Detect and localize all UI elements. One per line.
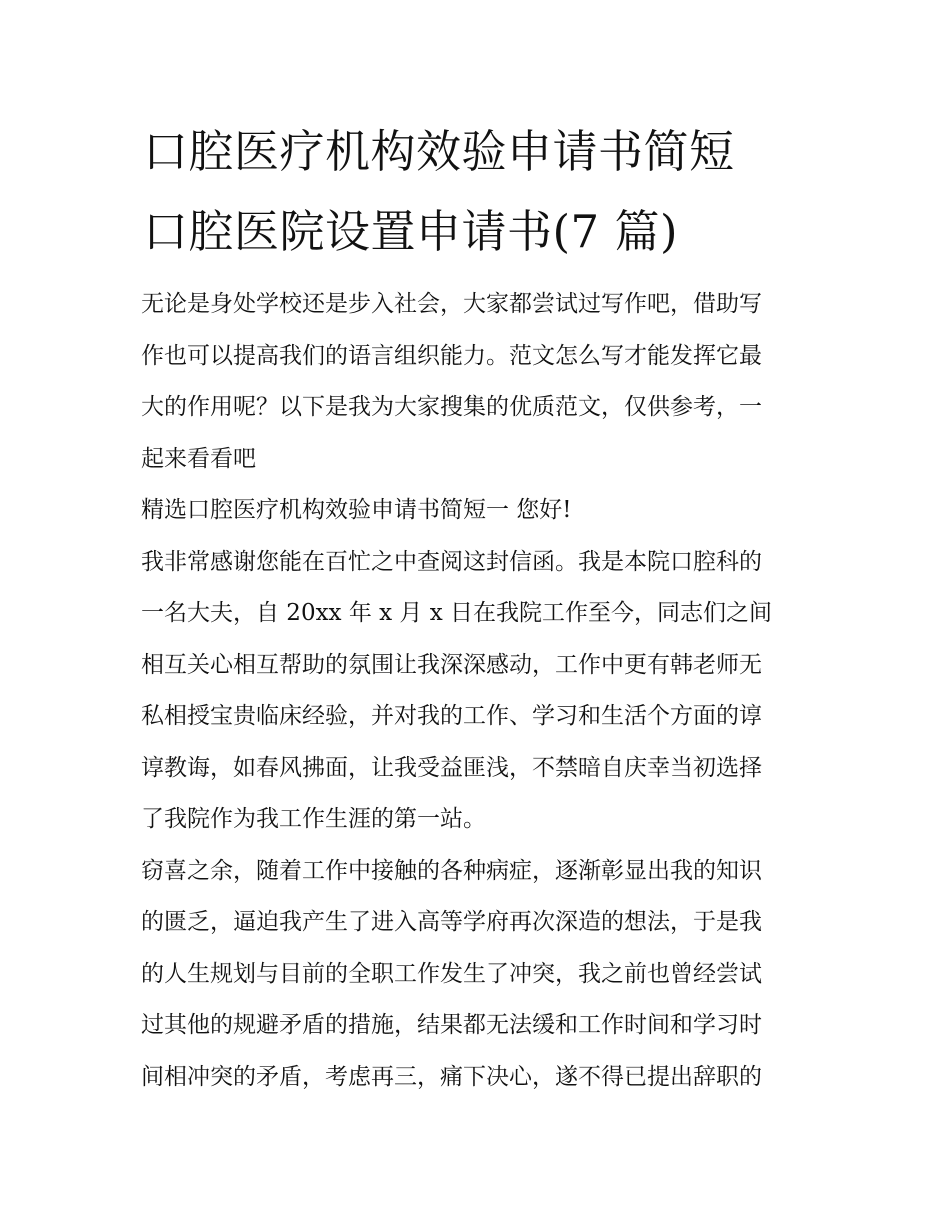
paragraph-intro xyxy=(141,279,821,485)
document-title xyxy=(143,112,823,272)
paragraph-letter-body-2 xyxy=(141,846,821,1104)
paragraph-letter-body-1 xyxy=(141,537,821,846)
text-line: 我非常感谢您能在百忙之中查阅这封信函。我是本院口腔科的 xyxy=(141,548,762,575)
text-line: 作也可以提高我们的语言组织能力。范文怎么写才能发挥它最 xyxy=(141,342,762,369)
text-line: 大的作用呢？以下是我为大家搜集的优质范文，仅供参考，一 xyxy=(141,394,762,420)
text-line: 了我院作为我工作生涯的第一站。 xyxy=(141,806,486,832)
document-body xyxy=(141,279,821,1103)
text-line: 谆教诲，如春风拂面，让我受益匪浅，不禁暗自庆幸当初选择 xyxy=(141,754,762,781)
text-line: 的人生规划与目前的全职工作发生了冲突，我之前也曾经尝试 xyxy=(141,960,762,987)
text-line: 起来看看吧 xyxy=(141,445,256,472)
text-line: 间相冲突的矛盾，考虑再三，痛下决心，遂不得已提出辞职的 xyxy=(141,1063,762,1090)
text-line: 私相授宝贵临床经验，并对我的工作、学习和生活个方面的谆 xyxy=(141,703,762,729)
text-line: 的匮乏，逼迫我产生了进入高等学府再次深造的想法，于是我 xyxy=(141,909,762,935)
text-line: 相互关心相互帮助的氛围让我深深感动，工作中更有韩老师无 xyxy=(141,651,762,678)
text-line: 过其他的规避矛盾的措施，结果都无法缓和工作时间和学习时 xyxy=(141,1012,762,1038)
title-line-2: 口腔医院设置申请书(7 篇) xyxy=(143,205,679,258)
paragraph-section-heading xyxy=(141,485,821,537)
text-line: 精选口腔医疗机构效验申请书简短一 您好! xyxy=(141,497,572,523)
title-line-1: 口腔医疗机构效验申请书简短 xyxy=(143,125,735,178)
text-line: 窃喜之余，随着工作中接触的各种病症，逐渐彰显出我的知识 xyxy=(141,857,762,884)
text-line: 无论是身处学校还是步入社会，大家都尝试过写作吧，借助写 xyxy=(141,291,762,317)
text-line: 一名大夫，自 20xx 年 x 月 x 日在我院工作至今，同志们之间 xyxy=(141,600,773,626)
